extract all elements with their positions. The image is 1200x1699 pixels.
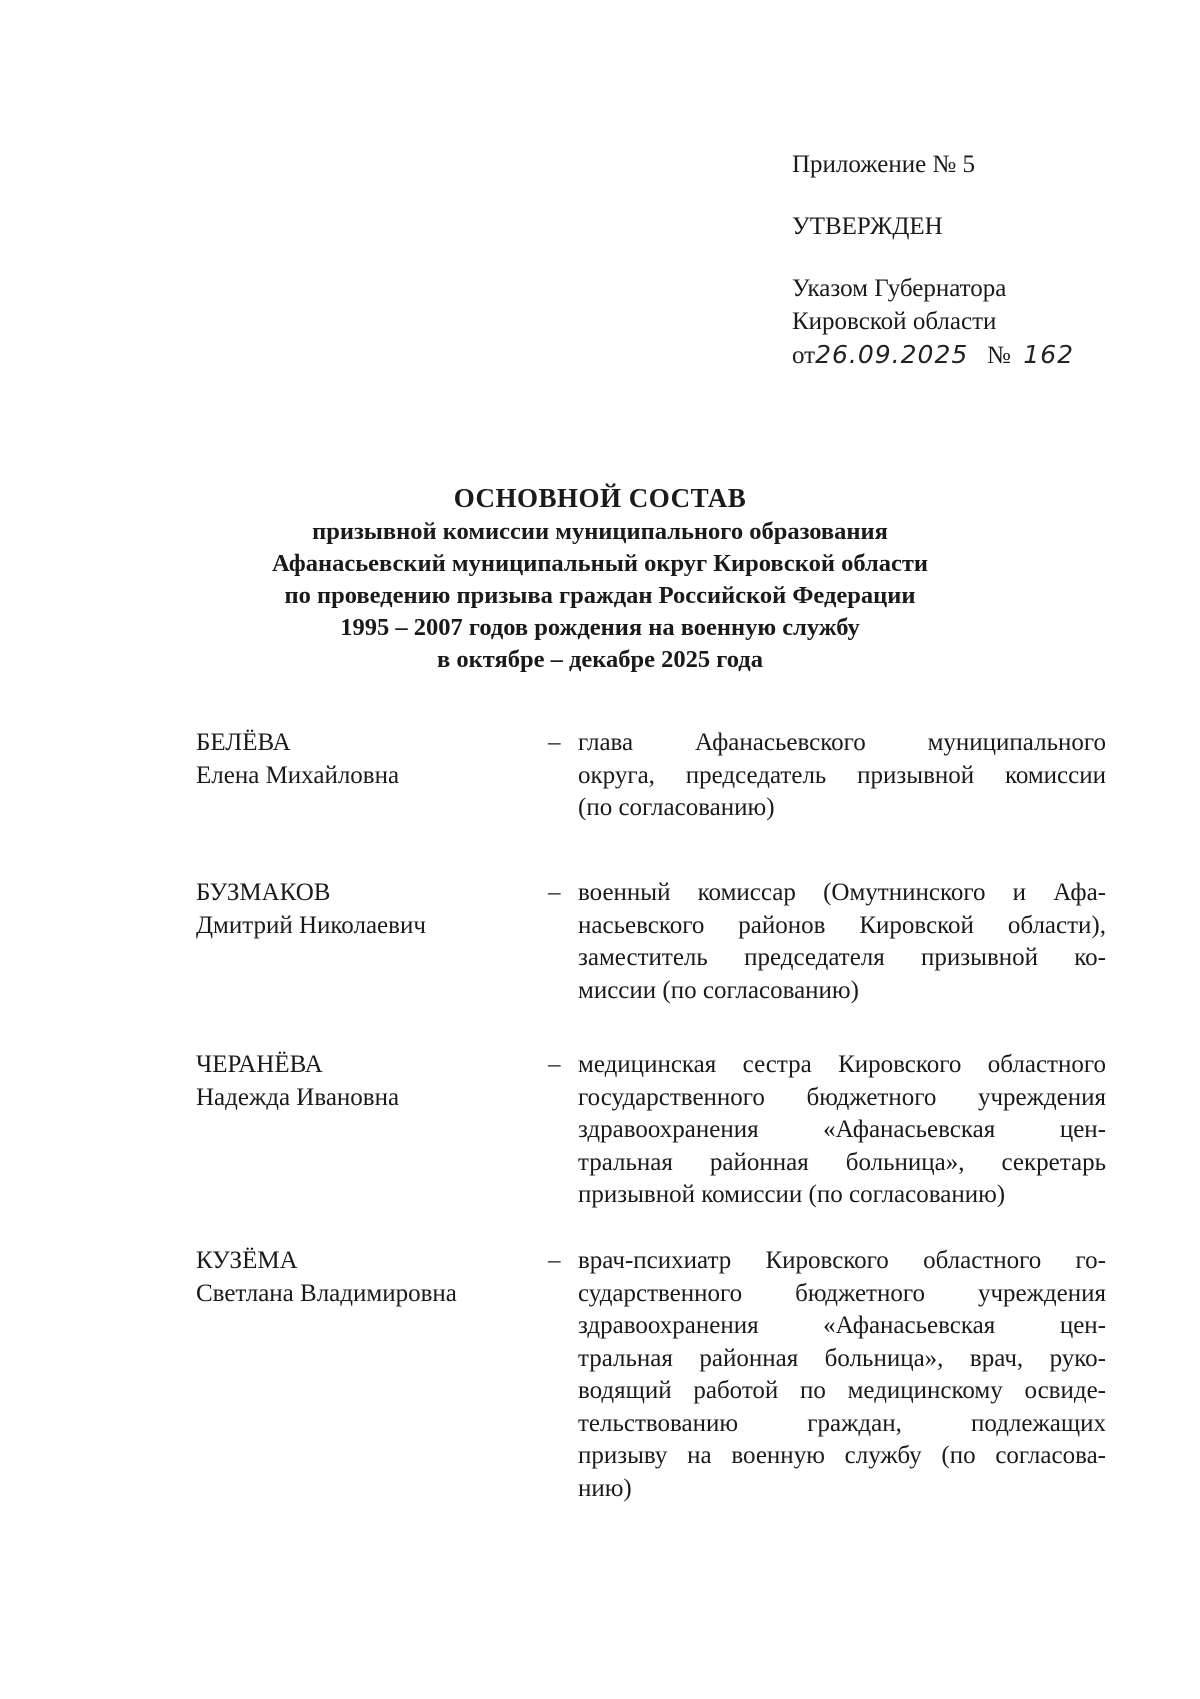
title-main: ОСНОВНОЙ СОСТАВ [453, 483, 747, 513]
member-surname: КУЗЁМА [196, 1247, 298, 1274]
title-line: призывной комиссии муниципального образования [312, 518, 888, 545]
member-name [196, 877, 526, 942]
member-role [578, 1049, 1106, 1212]
member-given-name: Дмитрий Николаевич [196, 911, 426, 939]
title-line: 1995 – 2007 годов рождения на военную службу [340, 614, 860, 641]
title-line: по проведению призыва граждан Российской Федерации [284, 582, 916, 609]
role-line: врач-психиатр Кировского областного го- [578, 1247, 1106, 1274]
role-line: миссии (по согласованию) [578, 976, 859, 1004]
role-line: призывной комиссии (по согласованию) [578, 1181, 1006, 1208]
role-line: насьевского районов Кировской области), [578, 911, 1106, 939]
role-line: водящий работой по медицинскому освиде- [578, 1377, 1106, 1404]
role-line: здравоохранения «Афанасьевская цен- [578, 1312, 1106, 1339]
dash-separator: – [548, 879, 561, 906]
role-line: медицинская сестра Кировского областного [578, 1051, 1106, 1078]
date-prefix: от [792, 342, 816, 369]
role-line: глава Афанасьевского муниципального [578, 729, 1106, 756]
dash-separator: – [548, 1247, 561, 1274]
document-title [180, 480, 1020, 676]
decree-line-2: Кировской области [792, 308, 997, 335]
role-line: (по согласованию) [578, 794, 775, 821]
dash-separator: – [548, 1051, 561, 1078]
member-name [196, 1049, 526, 1114]
handwritten-date: 26.09.2025 [815, 340, 969, 369]
role-line: нию) [578, 1474, 632, 1502]
member-surname: БУЗМАКОВ [196, 879, 331, 906]
member-role [578, 727, 1106, 825]
member-role [578, 1245, 1106, 1505]
appendix-label: Приложение № 5 [792, 151, 976, 178]
member-surname: ЧЕРАНЁВА [196, 1051, 323, 1078]
title-line: Афанасьевский муниципальный округ Кировской области [272, 550, 928, 577]
handwritten-number: 162 [1023, 340, 1075, 369]
decree-date-line [792, 338, 1152, 372]
role-line: тральная районная больница», секретарь [578, 1148, 1106, 1176]
role-line: тральная районная больница», врач, руко- [578, 1344, 1106, 1372]
approved-label: УТВЕРЖДЕН [792, 213, 943, 240]
member-given-name: Надежда Ивановна [196, 1083, 400, 1111]
member-name [196, 1245, 526, 1310]
member-given-name: Светлана Владимировна [196, 1279, 457, 1307]
role-line: государственного бюджетного учреждения [578, 1083, 1106, 1111]
member-given-name: Елена Михайловна [196, 761, 400, 789]
number-prefix: № [987, 342, 1011, 369]
member-role [578, 877, 1106, 1007]
role-line: заместитель председателя призывной ко- [578, 944, 1106, 971]
role-line: военный комиссар (Омутнинского и Афа- [578, 879, 1106, 906]
member-name [196, 727, 526, 792]
approval-stamp-block [792, 148, 1152, 372]
role-line: тельствованию граждан, подлежащих [578, 1409, 1106, 1437]
dash-separator: – [548, 729, 561, 756]
member-surname: БЕЛЁВА [196, 729, 291, 756]
role-line: призыву на военную службу (по согласова- [578, 1442, 1106, 1469]
title-line: в октябре – декабре 2025 года [437, 646, 763, 673]
role-line: округа, председатель призывной комиссии [578, 761, 1106, 789]
role-line: сударственного бюджетного учреждения [578, 1279, 1106, 1307]
role-line: здравоохранения «Афанасьевская цен- [578, 1116, 1106, 1143]
decree-line-1: Указом Губернатора [792, 275, 1007, 302]
